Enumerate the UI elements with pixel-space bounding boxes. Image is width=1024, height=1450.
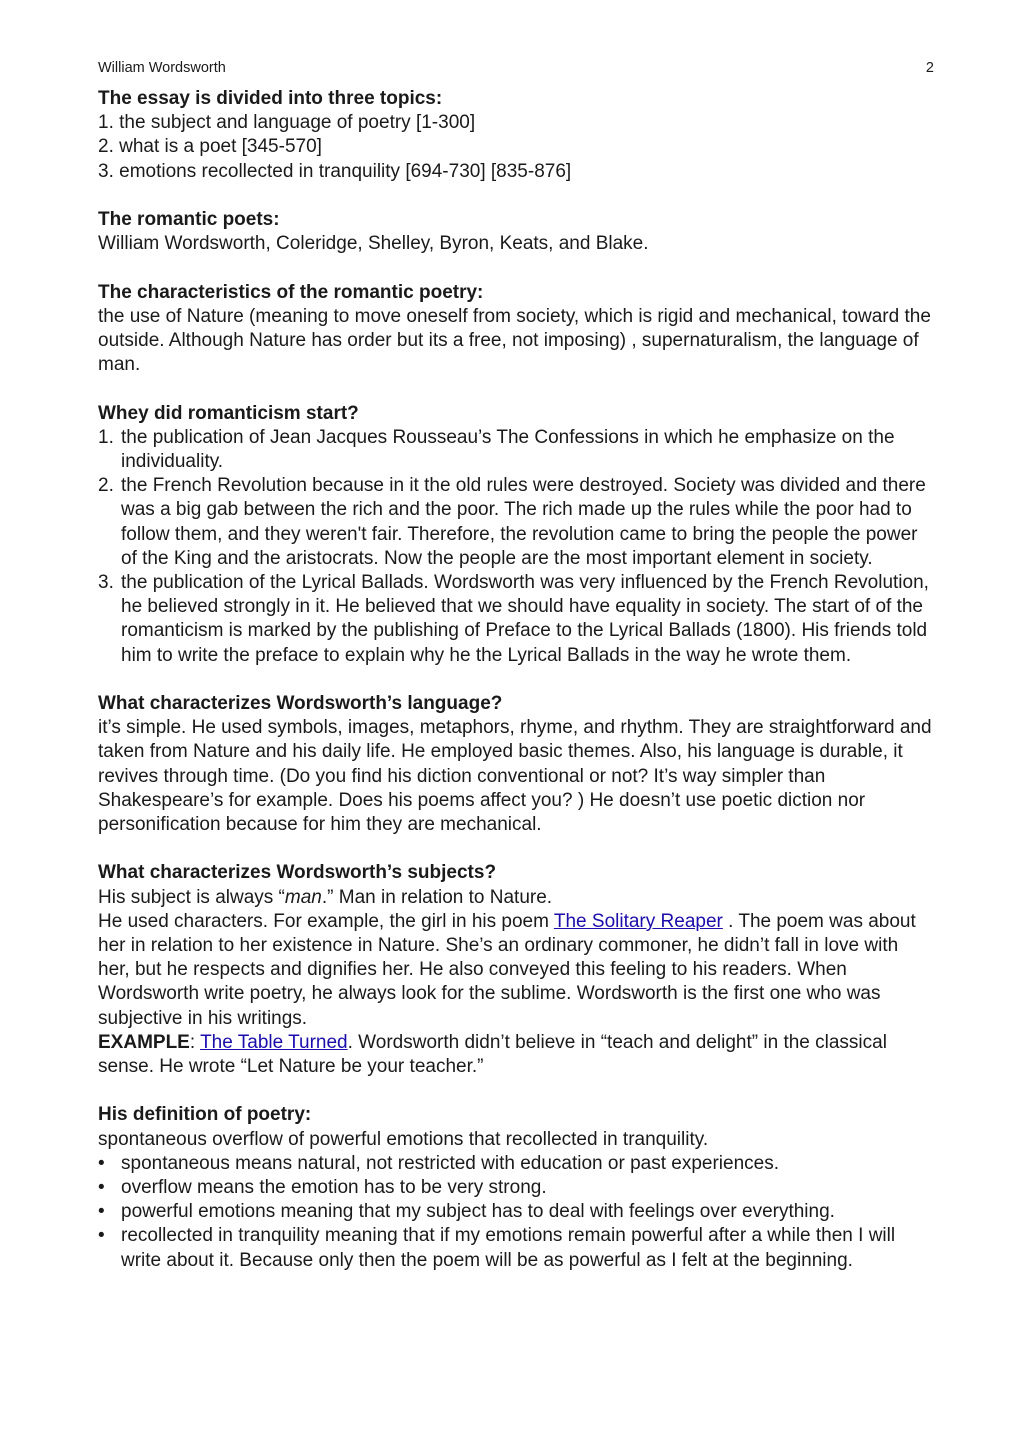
section-romanticism-start (98, 402, 934, 668)
list-text: the publication of the Lyrical Ballads. Wordsworth was very influenced by the French Revolution, he believed strongly in it. He believed that we should have equality in society. The start of of the romanticism is marked by the publishing of Preface to the Lyrical Ballads (1800). His friends told him to write the preface to explain why he the Lyrical Ballads in the way he wrote them. (121, 572, 929, 666)
section-text: William Wordsworth, Coleridge, Shelley, Byron, Keats, and Blake. (98, 233, 649, 255)
section-language (98, 692, 934, 837)
section-definition (98, 1103, 934, 1272)
section-heading: The characteristics of the romantic poetry: (98, 281, 484, 303)
document-page (98, 58, 934, 1297)
section-heading: His definition of poetry: (98, 1104, 312, 1126)
bullet-text: recollected in tranquility meaning that if my emotions remain powerful after a while then I will write about it. Because only then the poem will be as powerful as I felt at the beginning. (121, 1225, 896, 1271)
list-number: 1. (98, 426, 114, 448)
section-characteristics (98, 281, 934, 378)
section-heading: Whey did romanticism start? (98, 402, 359, 424)
text-run: His subject is always “ (98, 886, 285, 908)
section-romantic-poets (98, 208, 934, 256)
bullet-icon: • (98, 1225, 105, 1247)
section-topics (98, 87, 934, 184)
bullet-item (98, 1200, 934, 1224)
subject-line (98, 886, 934, 910)
list-text: the publication of Jean Jacques Rousseau’s The Confessions in which he emphasize on the individuality. (121, 426, 895, 472)
section-heading: The essay is divided into three topics: (98, 88, 443, 109)
page-header (98, 58, 934, 78)
section-text: spontaneous overflow of powerful emotions that recollected in tranquility. (98, 1128, 709, 1150)
text-run: . Wordsworth didn’t believe in “teach and delight” in the classical sense. He wrote “Let Nature be your teacher.” (98, 1031, 887, 1078)
bullet-item (98, 1152, 934, 1176)
list-number: 2. (98, 475, 114, 497)
section-heading: What characterizes Wordsworth’s subjects? (98, 862, 497, 884)
section-text: it’s simple. He used symbols, images, metaphors, rhyme, and rhythm. They are straightforward and taken from Nature and his daily life. He employed basic themes. Also, his language is durable, it revives through time. (Do you find his diction conventional or not? It’s way simpler than Shakespeare’s for example. Does his poems affect you? ) He doesn’t use poetic diction nor personification because for him they are mechanical. (98, 717, 932, 836)
text-run: . The poem was about her in relation to her existence in Nature. She’s an ordinary commoner, he didn’t fall in love with her, but he respects and dignifies her. He also conveyed this feeling to his readers. When Wordsworth write poetry, he always look for the sublime. Wordsworth is the first one who was subjective in his writings. (98, 910, 916, 1029)
bullet-text: powerful emotions meaning that my subject has to deal with feelings over everything. (121, 1201, 835, 1223)
text-run: : (189, 1031, 201, 1053)
page-number: 2 (925, 60, 934, 76)
list-item (98, 474, 934, 571)
example-paragraph (98, 1031, 934, 1079)
bullet-item (98, 1176, 934, 1200)
characters-paragraph (98, 910, 934, 1031)
document-body (98, 87, 934, 1273)
table-turned-link[interactable]: The Table Turned (200, 1031, 348, 1053)
bullet-icon: • (98, 1177, 105, 1199)
bullet-item (98, 1224, 934, 1272)
topic-item: 1. the subject and language of poetry [1-300] (98, 112, 476, 134)
bullet-text: overflow means the emotion has to be very strong. (121, 1177, 547, 1199)
bullet-icon: • (98, 1152, 105, 1174)
section-text: the use of Nature (meaning to move oneself from society, which is rigid and mechanical, toward the outside. Although Nature has order but its a free, not imposing) , supernaturalism, the language of man. (98, 305, 931, 376)
emphasis-man: man (284, 886, 322, 908)
header-author: William Wordsworth (98, 60, 226, 76)
section-subjects (98, 861, 934, 1079)
list-item (98, 426, 934, 474)
list-item (98, 571, 934, 668)
section-heading: The romantic poets: (98, 209, 280, 230)
section-heading: What characterizes Wordsworth’s language? (98, 693, 503, 715)
bullet-text: spontaneous means natural, not restricted with education or past experiences. (121, 1152, 779, 1174)
topic-item: 3. emotions recollected in tranquility [694-730] [835-876] (98, 160, 572, 182)
bullet-icon: • (98, 1201, 105, 1223)
text-run: He used characters. For example, the girl in his poem (98, 910, 554, 932)
list-text: the French Revolution because in it the old rules were destroyed. Society was divided and there was a big gab between the rich and the poor. The rich made up the rules while the poor had to follow them, and they weren't fair. Therefore, the revolution came to bring the people the power of the King and the aristocrats. Now the people are the most important element in society. (121, 475, 926, 569)
list-number: 3. (98, 572, 114, 594)
text-run: .” Man in relation to Nature. (321, 886, 553, 908)
topic-item: 2. what is a poet [345-570] (98, 136, 322, 158)
solitary-reaper-link[interactable]: The Solitary Reaper (553, 910, 723, 932)
example-label: EXAMPLE (98, 1031, 190, 1053)
